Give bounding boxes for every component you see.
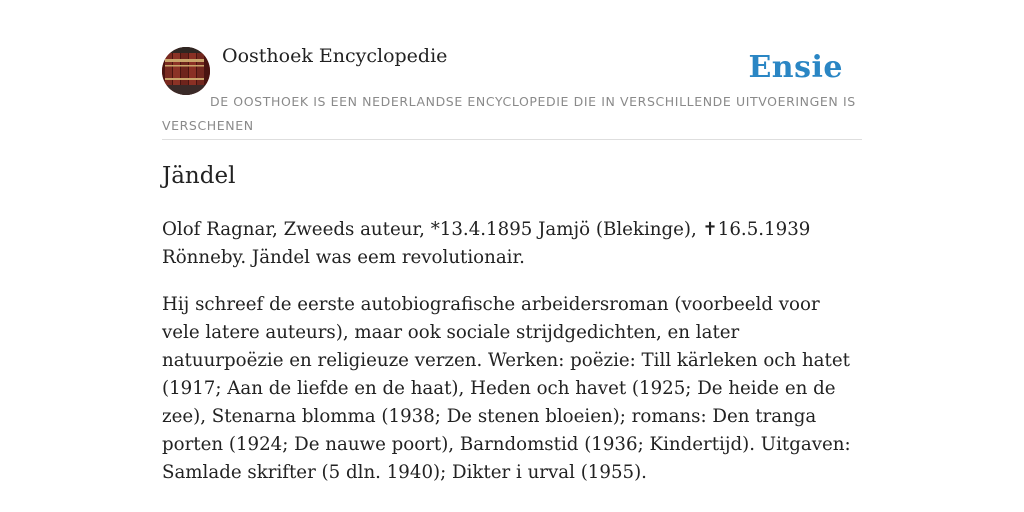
article-paragraph-2: Hij schreef de eerste autobiografische arbeidersroman (voorbeeld voor vele latere auteurs), maar ook sociale strijdgedichten, en later natuurpoëzie en religieuze verzen. Werken: poëzie: Till kärleken och hatet (1917; Aan de liefde en de haat), Heden och havet (1925; De heide en de zee), Stenarna blomma (1938; De stenen bloeien); romans: Den tranga porten (1924; De nauwe poort), Barndomstid (1936; Kindertijd). Uitgaven: Samlade skrifter (5 dln. 1940); Dikter i urval (1955). [162, 294, 851, 483]
article-paragraph-1: Olof Ragnar, Zweeds auteur, *13.4.1895 Jamjö (Blekinge), ✝16.5.1939 Rönneby. Jändel was eem revolutionair. [162, 219, 811, 268]
brand-logo[interactable]: Ensie [748, 50, 843, 85]
article-headword: Jändel [162, 163, 236, 189]
books-avatar-image [162, 47, 210, 95]
encyclopedia-books-icon[interactable] [162, 47, 210, 95]
site-tagline: DE OOSTHOEK IS EEN NEDERLANDSE ENCYCLOPEDIE DIE IN VERSCHILLENDE UITVOERINGEN IS VERSCHENEN [162, 94, 856, 133]
site-title[interactable]: Oosthoek Encyclopedie [222, 45, 448, 67]
header-divider [162, 139, 862, 140]
